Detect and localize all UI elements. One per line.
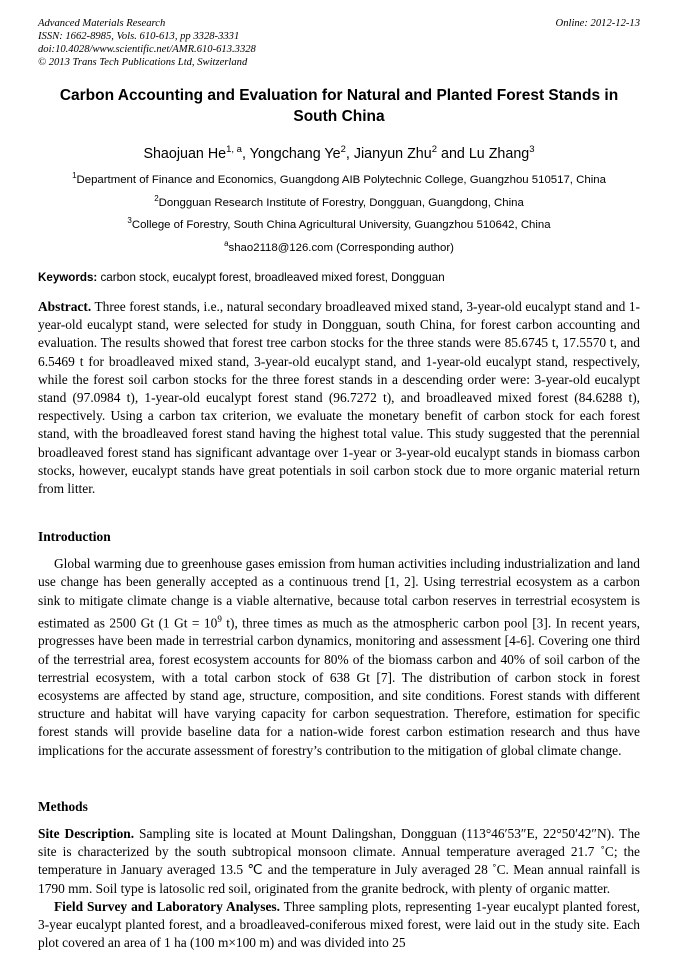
affiliation-3 — [56, 214, 622, 232]
keywords-label: Keywords: — [38, 270, 98, 284]
affiliation-superscript: 1 — [72, 170, 77, 180]
affiliations-block — [38, 169, 640, 255]
section-heading-methods: Methods — [38, 798, 88, 814]
author: Yongchang Ye — [249, 145, 341, 162]
corresponding-author-email — [56, 237, 622, 255]
affiliation-text: Dongguan Research Institute of Forestry, Dongguan, Guangdong, China — [158, 196, 524, 209]
author: Lu Zhang — [468, 145, 530, 162]
authors-line — [38, 140, 640, 164]
field-survey-text: Three sampling plots, representing 1-year eucalypt planted forest, 3-year eucalypt planted forest, and a broadleaved-coniferous mixed forest, were laid out in the study site. Each plot covered an area of 1 ha (100 m×100 m) and was divided into 25 — [38, 898, 640, 951]
field-survey-paragraph — [38, 898, 640, 953]
introduction-text-part2: t), three times as much as the atmospheric carbon pool [3]. In recent years, progresses have been made in terrestrial carbon dynamics, monitoring and assessment [4-6]. Covering one third of the terrestrial area, forest ecosystem accounts for 80% of the biomass carbon and 40% of soil carbon of the terrestrial ecosystem, with a total carbon stock of 638 Gt [7]. The distribution of carbon stock in forest ecosystems are affected by stand age, structure, composition, and site conditions. Forest stands with different structure and habitat will have varying capacity for carbon sequestration. Therefore, estimation for specific forest stands will provide baseline data for a nation-wide forest carbon estimation research and thus have implications for the accurate assessment of forestry’s contribution to the mitigation of global climate change. — [38, 615, 640, 758]
abstract-label: Abstract. — [38, 298, 92, 314]
keywords-text: carbon stock, eucalypt forest, broadleaved mixed forest, Dongguan — [97, 270, 445, 284]
author-superscript: 1, a — [226, 144, 242, 155]
section-heading-introduction: Introduction — [38, 529, 111, 545]
online-date: Online: 2012-12-13 — [555, 18, 640, 29]
abstract-paragraph — [38, 298, 640, 498]
email-text: shao2118@126.com (Corresponding author) — [228, 241, 454, 254]
affiliation-2 — [56, 192, 622, 210]
site-description-text: Sampling site is located at Mount Dalingshan, Dongguan (113°46′53″E, 22°50′42″N). The site is characterized by the south subtropical monsoon climate. Annual temperature averaged 21.7 ˚C; the temperature in January averaged 13.5 ℃ and the temperature in July averaged 28 ˚C. Mean annual rainfall is 1790 mm. Soil type is latosolic red soil, originated from the granite bedrock, with plenty of organic matter. — [38, 825, 641, 896]
author: Jianyun Zhu — [353, 145, 432, 162]
running-head — [38, 17, 640, 69]
affiliation-text: Department of Finance and Economics, Guangdong AIB Polytechnic College, Guangzhou 510517, China — [76, 173, 606, 186]
introduction-text-part1: Global warming due to greenhouse gases emission from human activities including industrialization and land use change has been generally accepted as a continuous trend [1, 2]. Using terrestrial ecosystem as a carbon sink to mitigate climate change is a viable alternative, because total carbon reserves in terrestrial ecosystem is estimated as 2500 Gt (1 Gt = 10 — [38, 556, 640, 631]
journal-name: Advanced Materials Research — [38, 18, 166, 29]
affiliation-text: College of Forestry, South China Agricultural University, Guangzhou 510642, China — [131, 219, 551, 232]
field-survey-label: Field Survey and Laboratory Analyses. — [54, 898, 280, 914]
author-superscript: 2 — [340, 144, 346, 155]
issn-line: ISSN: 1662-8985, Vols. 610-613, pp 3328-3331 — [38, 31, 240, 42]
author-separator: , — [345, 145, 354, 162]
affiliation-superscript: 3 — [127, 216, 132, 226]
copyright-line: © 2013 Trans Tech Publications Ltd, Switzerland — [38, 57, 248, 68]
exponent-superscript: 9 — [217, 613, 222, 624]
author-separator: and — [437, 145, 469, 162]
paper-title: Carbon Accounting and Evaluation for Natural and Planted Forest Stands in South China — [59, 87, 619, 125]
author-separator: , — [241, 145, 250, 162]
affiliation-superscript: 2 — [154, 193, 159, 203]
abstract-text: Three forest stands, i.e., natural secondary broadleaved mixed stand, 3-year-old eucalypt stand and 1-year-old eucalypt stand, were selected for study in Dongguan, south China, for forest carbon accounting and evaluation. The results showed that forest tree carbon stocks for the three stands were 85.6745 t, 17.5570 t, and 6.5469 t for broadleaved mixed stand, 3-year-old eucalypt stand, and 1-year-old eucalypt stand, respectively, while the forest soil carbon stocks for the three forest stands in a descending order were: 3-year-old eucalypt stand (97.0984 t), 1-year-old eucalypt forest stand (96.7272 t), and broadleaved mixed forest (84.6288 t), respectively. Using a carbon tax criterion, we evaluate the monetary benefit of carbon stock for each forest stand, with the broadleaved forest stand having the highest total value. This study suggested that the perennial broadleaved forest stand has significant advantage over 1-year or 3-year-old eucalypt stands in biomass carbon stocks, however, eucalypt stands have great potentials in soil carbon stock due to more organic material return from litter. — [38, 298, 640, 496]
author-superscript: 3 — [529, 144, 535, 155]
keywords-line — [38, 270, 640, 285]
affiliation-1 — [56, 169, 622, 187]
site-description-label: Site Description. — [38, 825, 135, 841]
journal-info-block — [38, 17, 256, 69]
site-description-paragraph — [38, 825, 640, 898]
author-superscript: 2 — [431, 144, 438, 155]
introduction-paragraph — [38, 555, 640, 760]
email-superscript: a — [224, 239, 229, 249]
author: Shaojuan He — [143, 145, 227, 162]
doi-line: doi:10.4028/www.scientific.net/AMR.610-613.3328 — [38, 44, 256, 55]
